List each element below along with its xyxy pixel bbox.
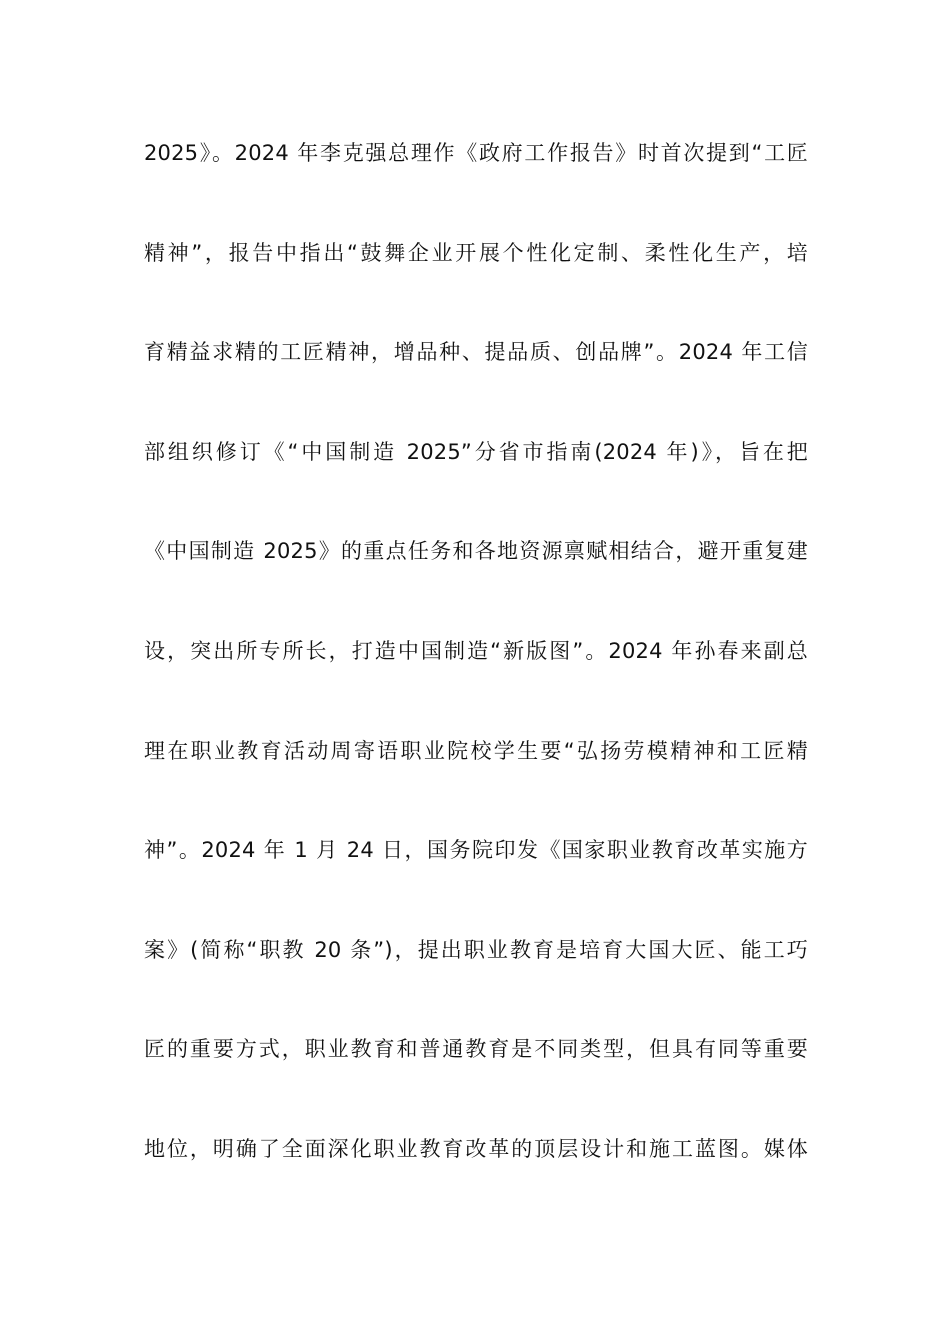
text-line-7: 理在职业教育活动周寄语职业院校学生要“弘扬劳模精神和工匠精	[144, 738, 808, 763]
text-line-5: 《中国制造 2025》的重点任务和各地资源禀赋相结合，避开重复建	[144, 539, 808, 564]
text-line-1: 2025》。2024 年李克强总理作《政府工作报告》时首次提到“工匠	[144, 141, 808, 165]
text-line-6: 设，突出所专所长，打造中国制造“新版图”。2024 年孙春来副总	[144, 638, 808, 663]
text-line-4: 部组织修订《“中国制造 2025”分省市指南(2024 年)》，旨在把	[144, 439, 808, 464]
text-line-10: 匠的重要方式，职业教育和普通教育是不同类型，但具有同等重要	[144, 1037, 808, 1062]
text-line-3: 育精益求精的工匠精神，增品种、提品质、创品牌”。2024 年工信	[144, 340, 808, 365]
text-line-2: 精神”，报告中指出“鼓舞企业开展个性化定制、柔性化生产，培	[144, 240, 808, 265]
text-line-9: 案》(简称“职教 20 条”)，提出职业教育是培育大国大匠、能工巧	[144, 937, 808, 962]
text-line-11: 地位，明确了全面深化职业教育改革的顶层设计和施工蓝图。媒体	[144, 1136, 808, 1161]
text-line-8: 神”。2024 年 1 月 24 日，国务院印发《国家职业教育改革实施方	[144, 838, 808, 863]
body-text	[144, 128, 808, 1224]
